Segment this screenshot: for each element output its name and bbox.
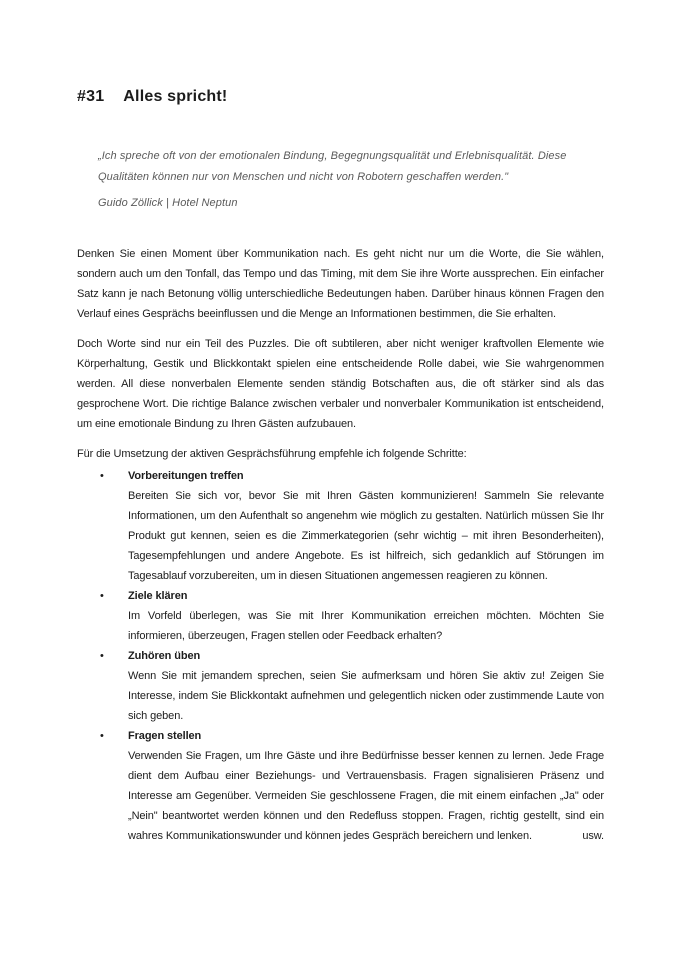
quote-attribution: Guido Zöllick | Hotel Neptun [98, 197, 238, 209]
paragraph-communication: Denken Sie einen Moment über Kommunikation nach. Es geht nicht nur um die Worte, die Sie wählen, sondern auch um den Tonfall, das Tempo und das Timing, mit dem Sie ihre Worte aussprechen. Ein einfacher Satz kann je nach Betonung völlig unterschiedliche Bedeutungen haben. Darüber hinaus können Fragen den Verlauf eines Gesprächs beeinflussen und die Menge an Informationen bestimmen, die Sie erhalten. [77, 248, 604, 320]
paragraph-nonverbal: Doch Worte sind nur ein Teil des Puzzles. Die oft subtileren, aber nicht weniger kraftvollen Elemente wie Körperhaltung, Gestik und Blickkontakt spielen eine entscheidende Rolle dabei, wie Sie wahrgenommen werden. All diese nonverbalen Elemente senden ständig Botschaften aus, die oft stärker sind als das gesprochene Wort. Die richtige Balance zwischen verbaler und nonverbaler Kommunikation ist entscheidend, um eine emotionale Bindung zu Ihren Gästen aufzubauen. [77, 338, 604, 430]
bullet-body: Bereiten Sie sich vor, bevor Sie mit Ihren Gästen kommunizieren! Sammeln Sie relevante Informationen, um den Aufenthalt so angenehm wie möglich zu gestalten. Natürlich müssen Sie Ihr Produkt gut kennen, seien es die Zimmerkategorien (sehr wichtig – mit ihren Besonderheiten), Tagesempfehlungen und andere Angebote. Es ist hilfreich, sich gedanklich auf Störungen im Tagesablauf vorzubereiten, um in diesen Situationen angemessen reagieren zu können. [128, 490, 604, 582]
steps-list [77, 466, 604, 846]
bullet-body-text: Verwenden Sie Fragen, um Ihre Gäste und ihre Bedürfnisse besser kennen zu lernen. Jede Frage dient dem Aufbau einer Beziehungs- und Vertrauensbasis. Fragen signalisieren Präsenz und Interesse am Gegenüber. Vermeiden Sie geschlossene Fragen, die mit einem einfachen „Ja" oder „Nein" beantwortet werden können und den Redefluss stoppen. Fragen, richtig gestellt, sind ein wahres Kommunikationswunder und können jedes Gespräch bereichern und lenken. [128, 750, 604, 842]
title-number: #31 [77, 88, 105, 105]
list-item-content [128, 586, 604, 646]
bullet-body: Wenn Sie mit jemandem sprechen, seien Sie aufmerksam und hören Sie aktiv zu! Zeigen Sie Interesse, indem Sie Blickkontakt aufnehmen und gelegentlich nicken oder zustimmende Laute von sich geben. [128, 670, 604, 722]
list-item-fragen [77, 726, 604, 846]
title-text: Alles spricht! [123, 88, 228, 105]
list-item-content [128, 466, 604, 586]
bullet-title: Zuhören üben [128, 650, 201, 662]
list-item-ziele [77, 586, 604, 646]
bullet-icon: • [100, 650, 104, 662]
list-item-zuhoeren [77, 646, 604, 726]
bullet-body [128, 746, 604, 846]
bullet-icon: • [100, 590, 104, 602]
bullet-icon: • [100, 470, 104, 482]
bullet-title: Fragen stellen [128, 730, 202, 742]
bullet-icon: • [100, 730, 104, 742]
list-item-content [128, 726, 604, 846]
paragraph-steps-intro: Für die Umsetzung der aktiven Gesprächsführung empfehle ich folgende Schritte: [77, 448, 467, 460]
list-item-vorbereitungen [77, 466, 604, 586]
bullet-body: Im Vorfeld überlegen, was Sie mit Ihrer Kommunikation erreichen möchten. Möchten Sie informieren, überzeugen, Fragen stellen oder Feedback erhalten? [128, 610, 604, 642]
quote-block [98, 146, 576, 214]
etc-suffix: usw. [582, 830, 604, 842]
page-title [77, 88, 604, 106]
bullet-title: Vorbereitungen treffen [128, 470, 244, 482]
list-item-content [128, 646, 604, 726]
bullet-title: Ziele klären [128, 590, 188, 602]
quote-text: „Ich spreche oft von der emotionalen Bindung, Begegnungsqualität und Erlebnisqualität. Diese Qualitäten können nur von Menschen und nicht von Robotern geschaffen werden." [98, 150, 567, 183]
